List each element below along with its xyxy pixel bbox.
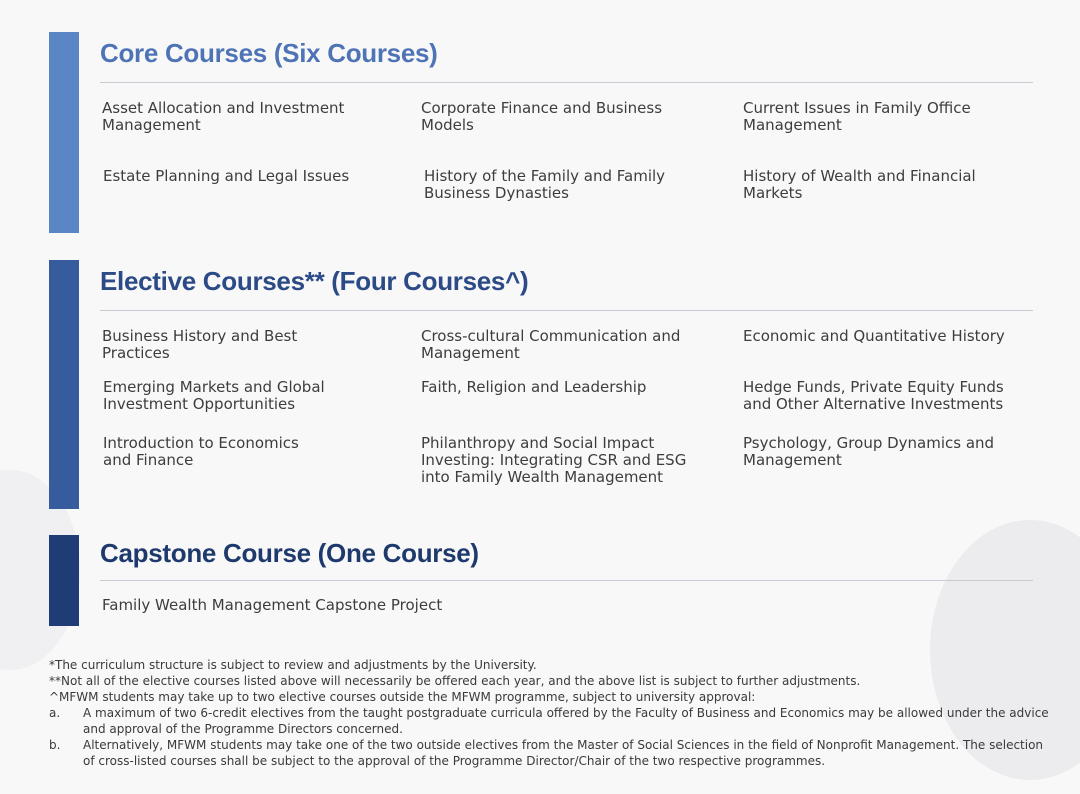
course-item: Faith, Religion and Leadership: [421, 378, 647, 396]
elective-section-title: Elective Courses** (Four Courses^): [100, 266, 529, 296]
course-item: Hedge Funds, Private Equity Funds and Other Alternative Investments: [743, 378, 1004, 413]
footnote-item-text: A maximum of two 6-credit electives from the taught postgraduate curricula offered by the Faculty of Business and Economics may be allowed under the advice and approval of the Programme Directors concerned.: [83, 706, 1049, 736]
footnote-item-text: Alternatively, MFWM students may take one of the two outside electives from the Master of Social Sciences in the field of Nonprofit Management. The selection of cross-listed courses shall be subject to the approval of the Programme Director/Chair of the two respective programmes.: [83, 738, 1044, 768]
footnotes: [49, 657, 1049, 769]
footnote-item-label: b.: [49, 738, 61, 752]
course-item: Business History and Best Practices: [102, 327, 298, 362]
course-item: Estate Planning and Legal Issues: [103, 167, 350, 185]
footnote-list-item: [49, 705, 1049, 737]
course-item: Psychology, Group Dynamics and Management: [743, 434, 995, 469]
footnote-list-item: [49, 737, 1049, 769]
core-section-bar: [49, 32, 79, 233]
course-item: Introduction to Economics and Finance: [103, 434, 299, 469]
course-item: History of the Family and Family Business Dynasties: [424, 167, 666, 202]
footnote: *The curriculum structure is subject to review and adjustments by the University.: [49, 658, 537, 672]
core-section-title: Core Courses (Six Courses): [100, 38, 438, 68]
elective-section-bar: [49, 260, 79, 509]
footnote: **Not all of the elective courses listed above will necessarily be offered each year, and the above list is subject to further adjustments.: [49, 674, 861, 688]
capstone-section-title: Capstone Course (One Course): [100, 538, 479, 568]
course-item: Philanthropy and Social Impact Investing: Integrating CSR and ESG into Family Wealth Management: [421, 434, 687, 486]
course-item: Family Wealth Management Capstone Project: [102, 596, 443, 614]
footnote: ^MFWM students may take up to two elective courses outside the MFWM programme, subject to university approval:: [49, 690, 756, 704]
course-item: Current Issues in Family Office Management: [743, 99, 971, 134]
footnote-item-label: a.: [49, 706, 61, 720]
course-item: Asset Allocation and Investment Management: [102, 99, 345, 134]
core-divider: [100, 82, 1033, 83]
course-item: Emerging Markets and Global Investment Opportunities: [103, 378, 325, 413]
course-item: Corporate Finance and Business Models: [421, 99, 663, 134]
elective-divider: [100, 310, 1033, 311]
course-item: Economic and Quantitative History: [743, 327, 1005, 345]
course-item: Cross-cultural Communication and Management: [421, 327, 681, 362]
capstone-section-bar: [49, 535, 79, 626]
course-item: History of Wealth and Financial Markets: [743, 167, 976, 202]
capstone-divider: [100, 580, 1033, 581]
